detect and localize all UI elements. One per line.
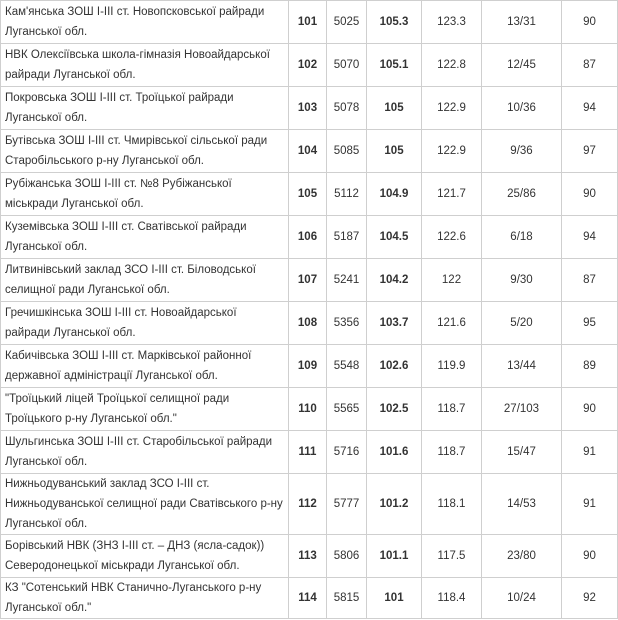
average-cell: 121.7 xyxy=(422,173,482,216)
code-cell: 5070 xyxy=(327,44,367,87)
ratio-cell: 10/36 xyxy=(482,87,562,130)
score-cell: 105 xyxy=(367,87,422,130)
school-name-cell: "Троїцький ліцей Троїцької селищної ради Троїцького р-ну Луганської обл." xyxy=(1,388,289,431)
score-cell: 105 xyxy=(367,130,422,173)
average-cell: 122.6 xyxy=(422,216,482,259)
rank-cell: 103 xyxy=(289,87,327,130)
school-name-cell: Нижньодуванський заклад ЗСО І-ІІІ ст. Нижньодуванської селищної ради Сватівського р-ну Луганської обл. xyxy=(1,474,289,535)
score-cell: 101.1 xyxy=(367,535,422,578)
school-name-cell: НВК Олексіївська школа-гімназія Новоайдарської райради Луганської обл. xyxy=(1,44,289,87)
code-cell: 5112 xyxy=(327,173,367,216)
score-cell: 105.1 xyxy=(367,44,422,87)
average-cell: 123.3 xyxy=(422,1,482,44)
score-cell: 102.5 xyxy=(367,388,422,431)
rank-cell: 104 xyxy=(289,130,327,173)
table-row xyxy=(1,345,618,388)
table-row xyxy=(1,130,618,173)
ratio-cell: 25/86 xyxy=(482,173,562,216)
school-name-cell: Бутівська ЗОШ І-ІІІ ст. Чмирівської сільської ради Старобільського р-ну Луганської обл. xyxy=(1,130,289,173)
table-row xyxy=(1,535,618,578)
rank-cell: 112 xyxy=(289,474,327,535)
score-cell: 101.6 xyxy=(367,431,422,474)
code-cell: 5716 xyxy=(327,431,367,474)
table-row xyxy=(1,302,618,345)
school-name-cell: Литвинівський заклад ЗСО І-ІІІ ст. Біловодської селищної ради Луганської обл. xyxy=(1,259,289,302)
ratio-cell: 15/47 xyxy=(482,431,562,474)
code-cell: 5777 xyxy=(327,474,367,535)
table-row xyxy=(1,173,618,216)
score-cell: 101.2 xyxy=(367,474,422,535)
ratio-cell: 6/18 xyxy=(482,216,562,259)
average-cell: 121.6 xyxy=(422,302,482,345)
school-name-cell: КЗ "Сотенський НВК Станично-Луганського р-ну Луганської обл." xyxy=(1,578,289,619)
ratio-cell: 13/44 xyxy=(482,345,562,388)
code-cell: 5085 xyxy=(327,130,367,173)
ratio-cell: 10/24 xyxy=(482,578,562,619)
ratio-cell: 5/20 xyxy=(482,302,562,345)
code-cell: 5187 xyxy=(327,216,367,259)
percent-cell: 90 xyxy=(562,1,618,44)
code-cell: 5806 xyxy=(327,535,367,578)
ratio-cell: 12/45 xyxy=(482,44,562,87)
table-body xyxy=(1,1,618,619)
percent-cell: 87 xyxy=(562,44,618,87)
table-row xyxy=(1,578,618,619)
rank-cell: 106 xyxy=(289,216,327,259)
percent-cell: 94 xyxy=(562,216,618,259)
code-cell: 5356 xyxy=(327,302,367,345)
rank-cell: 114 xyxy=(289,578,327,619)
percent-cell: 89 xyxy=(562,345,618,388)
percent-cell: 94 xyxy=(562,87,618,130)
score-cell: 104.2 xyxy=(367,259,422,302)
score-cell: 101 xyxy=(367,578,422,619)
score-cell: 103.7 xyxy=(367,302,422,345)
code-cell: 5815 xyxy=(327,578,367,619)
ratio-cell: 27/103 xyxy=(482,388,562,431)
percent-cell: 97 xyxy=(562,130,618,173)
code-cell: 5025 xyxy=(327,1,367,44)
school-name-cell: Гречишкінська ЗОШ І-ІІІ ст. Новоайдарської райради Луганської обл. xyxy=(1,302,289,345)
code-cell: 5241 xyxy=(327,259,367,302)
score-cell: 102.6 xyxy=(367,345,422,388)
rank-cell: 109 xyxy=(289,345,327,388)
score-cell: 105.3 xyxy=(367,1,422,44)
percent-cell: 90 xyxy=(562,535,618,578)
rank-cell: 101 xyxy=(289,1,327,44)
school-name-cell: Кабичівська ЗОШ І-ІІІ ст. Марківської районної державної адміністрації Луганської обл. xyxy=(1,345,289,388)
percent-cell: 91 xyxy=(562,431,618,474)
rank-cell: 110 xyxy=(289,388,327,431)
table-row xyxy=(1,1,618,44)
average-cell: 122.8 xyxy=(422,44,482,87)
percent-cell: 90 xyxy=(562,388,618,431)
average-cell: 118.7 xyxy=(422,431,482,474)
school-name-cell: Рубіжанська ЗОШ І-ІІІ ст. №8 Рубіжанської міськради Луганської обл. xyxy=(1,173,289,216)
school-name-cell: Куземівська ЗОШ І-ІІІ ст. Сватівської райради Луганської обл. xyxy=(1,216,289,259)
table-row xyxy=(1,216,618,259)
average-cell: 117.5 xyxy=(422,535,482,578)
percent-cell: 87 xyxy=(562,259,618,302)
ratio-cell: 23/80 xyxy=(482,535,562,578)
rank-cell: 111 xyxy=(289,431,327,474)
school-name-cell: Шульгинська ЗОШ І-ІІІ ст. Старобільської райради Луганської обл. xyxy=(1,431,289,474)
school-name-cell: Кам'янська ЗОШ І-ІІІ ст. Новопсковської райради Луганської обл. xyxy=(1,1,289,44)
average-cell: 122.9 xyxy=(422,130,482,173)
table-row xyxy=(1,44,618,87)
code-cell: 5565 xyxy=(327,388,367,431)
ratio-cell: 9/36 xyxy=(482,130,562,173)
table-row xyxy=(1,474,618,535)
ratio-cell: 9/30 xyxy=(482,259,562,302)
table-row xyxy=(1,87,618,130)
rank-cell: 105 xyxy=(289,173,327,216)
average-cell: 118.7 xyxy=(422,388,482,431)
percent-cell: 90 xyxy=(562,173,618,216)
rank-cell: 107 xyxy=(289,259,327,302)
table-row xyxy=(1,259,618,302)
code-cell: 5078 xyxy=(327,87,367,130)
score-cell: 104.5 xyxy=(367,216,422,259)
school-name-cell: Борівський НВК (ЗНЗ І-ІІІ ст. – ДНЗ (ясла-садок)) Северодонецької міськради Луганської обл. xyxy=(1,535,289,578)
average-cell: 118.1 xyxy=(422,474,482,535)
percent-cell: 95 xyxy=(562,302,618,345)
average-cell: 122 xyxy=(422,259,482,302)
score-cell: 104.9 xyxy=(367,173,422,216)
ratio-cell: 13/31 xyxy=(482,1,562,44)
rank-cell: 113 xyxy=(289,535,327,578)
table-row xyxy=(1,431,618,474)
school-name-cell: Покровська ЗОШ І-ІІІ ст. Троїцької райради Луганської обл. xyxy=(1,87,289,130)
average-cell: 122.9 xyxy=(422,87,482,130)
percent-cell: 91 xyxy=(562,474,618,535)
average-cell: 119.9 xyxy=(422,345,482,388)
average-cell: 118.4 xyxy=(422,578,482,619)
ratio-cell: 14/53 xyxy=(482,474,562,535)
percent-cell: 92 xyxy=(562,578,618,619)
rank-cell: 102 xyxy=(289,44,327,87)
table-row xyxy=(1,388,618,431)
code-cell: 5548 xyxy=(327,345,367,388)
rank-cell: 108 xyxy=(289,302,327,345)
